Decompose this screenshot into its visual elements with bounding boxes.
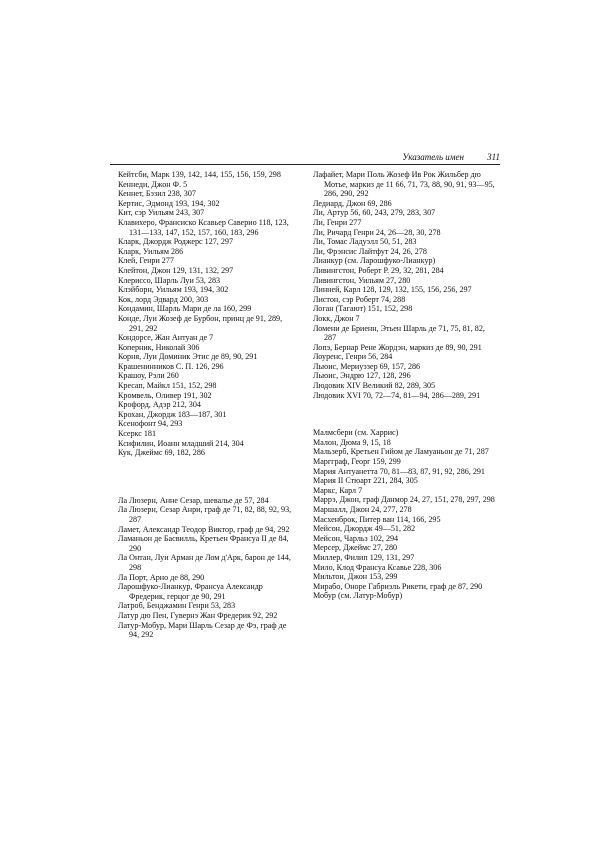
index-entry: Кларк, Джордж Роджерс 127, 297 (118, 237, 233, 247)
index-block-k (118, 170, 294, 458)
index-entry: Латур дю Пен, Гувернэ Жан Фредерик 92, 292 (118, 610, 278, 620)
index-entry: Ламет, Александр Теодор Виктор, граф де 94, 292 (118, 524, 290, 534)
index-entry: Локк, Джон 7 (313, 313, 360, 323)
index-entry: Линней, Карл 128, 129, 132, 155, 156, 256, 297 (313, 285, 472, 295)
index-entry: Мальзерб, Кретьен Гийом де Ламуаньон де 71, 287 (313, 447, 489, 457)
index-entry: Ли, Артур 56, 60, 243, 279, 283, 307 (313, 208, 436, 218)
index-entry: Корня, Луи Доминик Этис де 89, 90, 291 (118, 352, 258, 362)
index-entry: Кит, сэр Уильям 243, 307 (118, 208, 205, 218)
index-entry: Ломени де Бриенн, Этьен Шарль де 71, 75, 81, 82, 287 (313, 323, 485, 343)
index-entry: Малон, Дюма 9, 15, 18 (313, 437, 391, 447)
index-entry: Кресап, Майкл 151, 152, 298 (118, 381, 217, 391)
index-entry: Мобур (см. Латур-Мобур) (313, 591, 403, 601)
index-entry: Кеннет, Бэзил 238, 307 (118, 189, 196, 199)
block-spacer (118, 458, 294, 496)
page-number: 311 (487, 152, 500, 162)
index-column-left (118, 170, 294, 640)
index-entry: Кондорсе, Жан Антуан де 7 (118, 333, 214, 343)
index-entry: Кейтсби, Марк 139, 142, 144, 155, 156, 159, 298 (118, 170, 281, 179)
index-entry: Ларошфуко-Лианкур, Франсуа Александр Фредерик, герцог де 90, 291 (118, 582, 263, 601)
header-title: Указатель имен (402, 152, 464, 162)
index-entry: Ливингстон, Уильям 27, 280 (313, 275, 411, 285)
index-entry: Логан (Тагают) 151, 152, 298 (313, 304, 413, 314)
index-entry: Лафайет, Мари Поль Жозеф Ив Рок Жильбер дю Мотье, маркиз де 11 66, 71, 73, 88, 90, 91, 93—95, 286, 290, 292 (313, 170, 495, 199)
index-entry: Людовик XVI 70, 72—74, 81—94, 286—289, 291 (313, 390, 481, 400)
index-entry: Ксифилин, Иоанн младший 214, 304 (118, 438, 244, 448)
index-entry: Кларк, Уильям 286 (118, 246, 184, 256)
block-spacer (313, 400, 498, 428)
index-column-right (313, 170, 498, 601)
index-entry: Мейсон, Чарльз 102, 294 (313, 533, 399, 543)
index-entry: Льюис, Эндрю 127, 128, 296 (313, 371, 411, 381)
header-rule (110, 164, 500, 165)
index-entry: Ли, Ричард Генри 24, 26—28, 30, 278 (313, 227, 441, 237)
index-entry: Ледиард, Джон 69, 286 (313, 198, 392, 208)
index-entry: Кромвель, Оливер 191, 302 (118, 390, 212, 400)
index-entry: Латур-Мобур, Мари Шарль Сезар де Фэ, граф де 94, 292 (118, 620, 287, 640)
index-entry: Крохан, Джордж 183—187, 301 (118, 409, 227, 419)
index-entry: Мария II Стюарт 221, 284, 305 (313, 476, 418, 486)
index-entry: Кук, Джеймс 69, 182, 286 (118, 448, 205, 458)
index-entry: Маргграф, Георг 159, 299 (313, 457, 401, 467)
index-entry: Коперник, Николай 306 (118, 342, 200, 352)
index-entry: Ла Люзерн, Анне Сезар, шевалье де 57, 284 (118, 495, 269, 505)
index-entry: Ламаньон де Басвилль, Кретьен Франсуа II де 84, 290 (118, 534, 289, 553)
index-entry: Миллер, Филип 129, 131, 297 (313, 552, 415, 562)
index-entry: Латроб, Бенджамин Генри 53, 283 (118, 601, 236, 611)
index-entry: Льюис, Мериуэзер 69, 157, 286 (313, 361, 421, 371)
index-block-l (118, 496, 294, 640)
index-entry: Ли, Фрэнсис Лайтфут 24, 26, 278 (313, 246, 427, 256)
index-entry: Лопэ, Бернар Рене Жордэн, маркиз де 89, 90, 291 (313, 342, 482, 352)
index-entry: Крофорд, Адэр 212, 304 (118, 400, 201, 410)
index-entry: Кондамин, Шарль Мари де ла 160, 299 (118, 304, 252, 314)
index-entry: Мило, Клод Франсуа Ксавье 228, 306 (313, 562, 442, 572)
index-block-m (313, 428, 498, 601)
index-entry: Ла Порт, Арно де 88, 290 (118, 572, 205, 582)
index-entry: Кок, лорд Эдвард 200, 303 (118, 294, 209, 304)
index-entry: Листон, сэр Роберт 74, 288 (313, 294, 406, 304)
index-entry: Маррэ, Джон, граф Данмор 24, 27, 151, 278, 297, 298 (313, 495, 495, 505)
index-entry: Кеннеди, Джон Ф. 5 (118, 179, 188, 189)
index-entry: Мерсер, Джеймс 27, 280 (313, 543, 398, 553)
index-block-l-cont (313, 170, 498, 400)
index-entry: Клериссо, Шарль Луи 53, 283 (118, 275, 221, 285)
index-entry: Мейсон, Джордж 49—51, 282 (313, 524, 416, 534)
index-entry: Клэйборн, Уильям 193, 194, 302 (118, 285, 229, 295)
index-entry: Лианкур (см. Ларошфуко-Лианкур) (313, 256, 436, 266)
index-entry: Ла Люзерн, Сезар Анри, граф де 71, 82, 88, 92, 93, 287 (118, 505, 292, 524)
index-entry: Людовик XIV Великий 82, 289, 305 (313, 381, 436, 391)
index-entry: Лоуренс, Генри 56, 284 (313, 352, 393, 362)
index-entry: Конде, Луи Жозеф де Бурбон, принц де 91, 289, 291, 292 (118, 313, 283, 333)
index-entry: Клейтон, Джон 129, 131, 132, 297 (118, 265, 234, 275)
index-entry: Мирабо, Оноре Габриэль Рикети, граф де 87, 290 (313, 581, 483, 591)
index-entry: Ли, Томас Ладуэлл 50, 51, 283 (313, 237, 417, 247)
index-entry: Мильтон, Джон 153, 299 (313, 572, 398, 582)
index-entry: Клей, Генри 277 (118, 256, 174, 266)
index-entry: Кертис, Эдмонд 193, 194, 302 (118, 198, 220, 208)
running-header (110, 152, 500, 166)
index-entry: Крашенинников С. П. 126, 296 (118, 361, 224, 371)
index-entry: Ла Онтан, Луи Арман де Лом д'Арк, барон де 144, 298 (118, 553, 291, 572)
index-entry: Ксеркс 181 (118, 429, 157, 439)
index-entry: Ли, Генри 277 (313, 217, 362, 227)
index-entry: Маркс, Карл 7 (313, 485, 363, 495)
index-entry: Масхенброк, Питер ван 114, 166, 295 (313, 514, 441, 524)
index-entry: Маршалл, Джон 24, 277, 278 (313, 505, 412, 514)
index-entry: Крашоу, Рэли 260 (118, 371, 179, 381)
index-entry: Ливингстон, Роберт Р. 29, 32, 281, 284 (313, 265, 444, 275)
index-entry: Ксенофонт 94, 293 (118, 419, 183, 429)
index-entry: Клавихеро, Франсиско Ксавьер Саверио 118, 123, 131—133, 147, 152, 157, 160, 183, 296 (118, 217, 289, 237)
index-entry: Малмсбери (см. Харрис) (313, 428, 399, 438)
index-entry: Мария Антуанетта 70, 81—83, 87, 91, 92, 286, 291 (313, 466, 485, 476)
